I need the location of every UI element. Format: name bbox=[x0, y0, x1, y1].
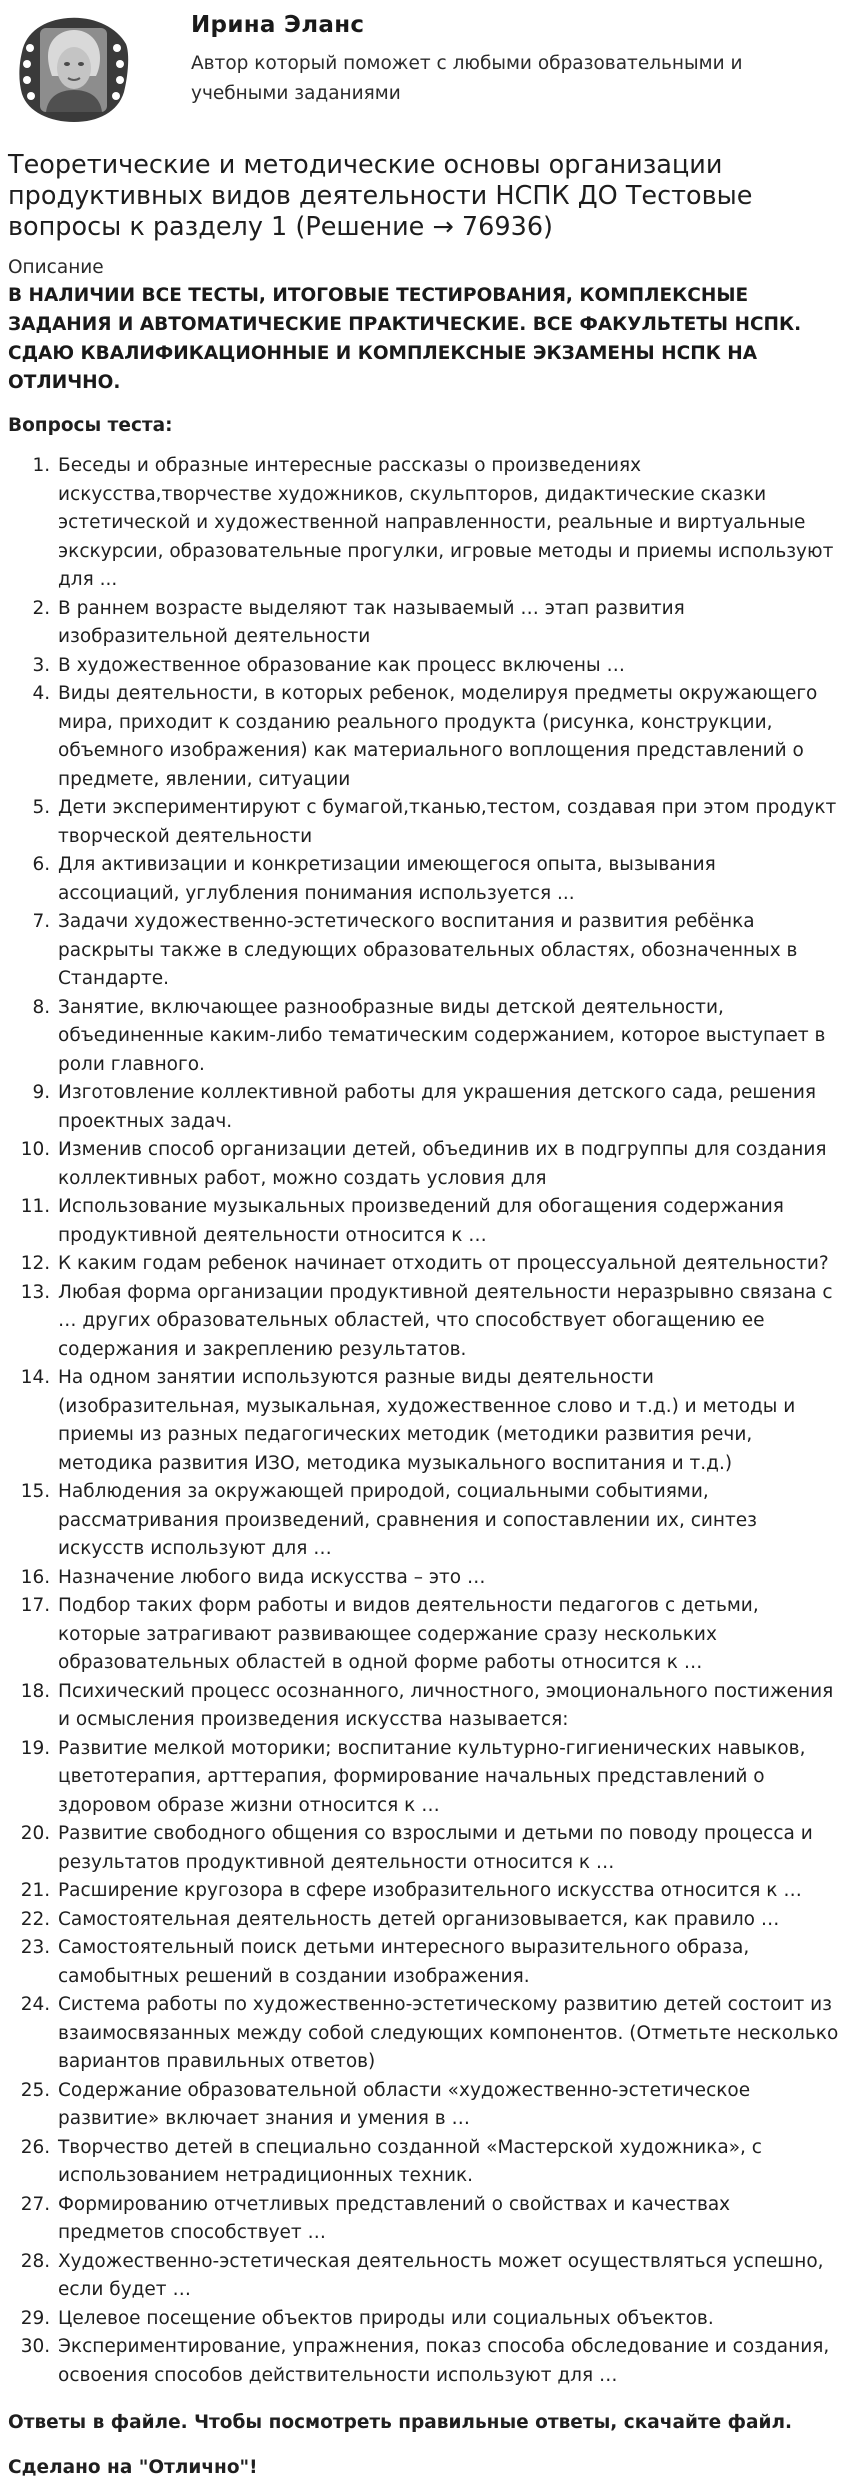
question-item: 2. В раннем возрасте выделяют так называемый … этап развития изобразительной деятельности bbox=[56, 595, 839, 652]
page-title: Теоретические и методические основы организации продуктивных видов деятельности НСПК ДО Тестовые вопросы к разделу 1 (Решение → 76936) bbox=[8, 150, 753, 242]
question-item: 27. Формированию отчетливых представлений о свойствах и качествах предметов способствует … bbox=[56, 2191, 839, 2248]
questions-list bbox=[8, 452, 839, 2390]
question-item: 29. Целевое посещение объектов природы или социальных объектов. bbox=[56, 2305, 839, 2334]
question-item: 10. Изменив способ организации детей, объединив их в подгруппы для создания коллективных работ, можно создать условия для bbox=[56, 1136, 839, 1193]
author-description: Автор который поможет с любыми образовательными и учебными заданиями bbox=[191, 53, 743, 104]
question-item: 13. Любая форма организации продуктивной деятельности неразрывно связана с … других образовательных областей, что способствует обогащению ее содержания и закреплению результатов. bbox=[56, 1279, 839, 1365]
question-item: 22. Самостоятельная деятельность детей организовывается, как правило … bbox=[56, 1906, 839, 1935]
done-note: Сделано на "Отлично"! bbox=[8, 2457, 258, 2478]
answers-note: Ответы в файле. Чтобы посмотреть правильные ответы, скачайте файл. bbox=[8, 2412, 793, 2433]
question-item: 21. Расширение кругозора в сфере изобразительного искусства относится к … bbox=[56, 1877, 839, 1906]
question-item: 4. Виды деятельности, в которых ребенок, моделируя предметы окружающего мира, приходит к созданию реального продукта (рисунка, конструкции, объемного изображения) как материального воплощения представлений о предмете, явлении, ситуации bbox=[56, 680, 839, 794]
question-item: 18. Психический процесс осознанного, личностного, эмоционального постижения и осмысления произведения искусства называется: bbox=[56, 1678, 839, 1735]
questions-heading: Вопросы теста: bbox=[8, 415, 173, 436]
author-card bbox=[8, 0, 839, 138]
question-item: 1. Беседы и образные интересные рассказы о произведениях искусства,творчестве художников, скульпторов, дидактические сказки эстетической и художественной направленности, реальные и виртуальные экскурсии, образовательные прогулки, игровые методы и приемы используют для ... bbox=[56, 452, 839, 595]
author-name[interactable]: Ирина Эланс bbox=[191, 12, 365, 38]
question-item: 19. Развитие мелкой моторики; воспитание культурно-гигиенических навыков, цветотерапия, арттерапия, формирование начальных представлений о здоровом образе жизни относится к … bbox=[56, 1735, 839, 1821]
question-item: 15. Наблюдения за окружающей природой, социальными событиями, рассматривания произведений, сравнения и сопоставлении их, синтез искусств используют для … bbox=[56, 1478, 839, 1564]
promo-text: В НАЛИЧИИ ВСЕ ТЕСТЫ, ИТОГОВЫЕ ТЕСТИРОВАНИЯ, КОМПЛЕКСНЫЕ ЗАДАНИЯ И АВТОМАТИЧЕСКИЕ ПРАКТИЧЕСКИЕ. ВСЕ ФАКУЛЬТЕТЫ НСПК. СДАЮ КВАЛИФИКАЦИОННЫЕ И КОМПЛЕКСНЫЕ ЭКЗАМЕНЫ НСПК НА ОТЛИЧНО. bbox=[8, 285, 802, 393]
question-item: 23. Самостоятельный поиск детьми интересного выразительного образа, самобытных решений в создании изображения. bbox=[56, 1934, 839, 1991]
question-item: 7. Задачи художественно-эстетического воспитания и развития ребёнка раскрыты также в следующих образовательных областях, обозначенных в Стандарте. bbox=[56, 908, 839, 994]
question-item: 9. Изготовление коллективной работы для украшения детского сада, решения проектных задач. bbox=[56, 1079, 839, 1136]
question-item: 20. Развитие свободного общения со взрослыми и детьми по поводу процесса и результатов продуктивной деятельности относится к … bbox=[56, 1820, 839, 1877]
question-item: 3. В художественное образование как процесс включены … bbox=[56, 652, 839, 681]
question-item: 11. Использование музыкальных произведений для обогащения содержания продуктивной деятельности относится к … bbox=[56, 1193, 839, 1250]
question-item: 5. Дети экспериментируют с бумагой,тканью,тестом, создавая при этом продукт творческой деятельности bbox=[56, 794, 839, 851]
question-item: 28. Художественно-эстетическая деятельность может осуществляться успешно, если будет … bbox=[56, 2248, 839, 2305]
author-avatar[interactable] bbox=[16, 14, 131, 124]
description-label: Описание bbox=[8, 257, 104, 278]
question-item: 6. Для активизации и конкретизации имеющегося опыта, вызывания ассоциаций, углубления понимания используется ... bbox=[56, 851, 839, 908]
portrait-photo bbox=[40, 28, 107, 112]
question-item: 8. Занятие, включающее разнообразные виды детской деятельности, объединенные каким-либо тематическим содержанием, которое выступает в роли главного. bbox=[56, 994, 839, 1080]
question-item: 17. Подбор таких форм работы и видов деятельности педагогов с детьми, которые затрагивают развивающее содержание сразу нескольких образовательных областей в одной форме работы относится к … bbox=[56, 1592, 839, 1678]
question-item: 14. На одном занятии используются разные виды деятельности (изобразительная, музыкальная, художественное слово и т.д.) и методы и приемы из разных педагогических методик (методики развития речи, методика развития ИЗО, методика музыкального воспитания и т.д.) bbox=[56, 1364, 839, 1478]
question-item: 24. Система работы по художественно-эстетическому развитию детей состоит из взаимосвязанных между собой следующих компонентов. (Отметьте несколько вариантов правильных ответов) bbox=[56, 1991, 839, 2077]
question-item: 25. Содержание образовательной области «художественно-эстетическое развитие» включает знания и умения в … bbox=[56, 2077, 839, 2134]
question-item: 26. Творчество детей в специально созданной «Мастерской художника», с использованием нетрадиционных техник. bbox=[56, 2134, 839, 2191]
question-item: 30. Экспериментирование, упражнения, показ способа обследование и создания, освоения способов действительности используют для … bbox=[56, 2333, 839, 2390]
question-item: 12. К каким годам ребенок начинает отходить от процессуальной деятельности? bbox=[56, 1250, 839, 1279]
question-item: 16. Назначение любого вида искусства – это … bbox=[56, 1564, 839, 1593]
